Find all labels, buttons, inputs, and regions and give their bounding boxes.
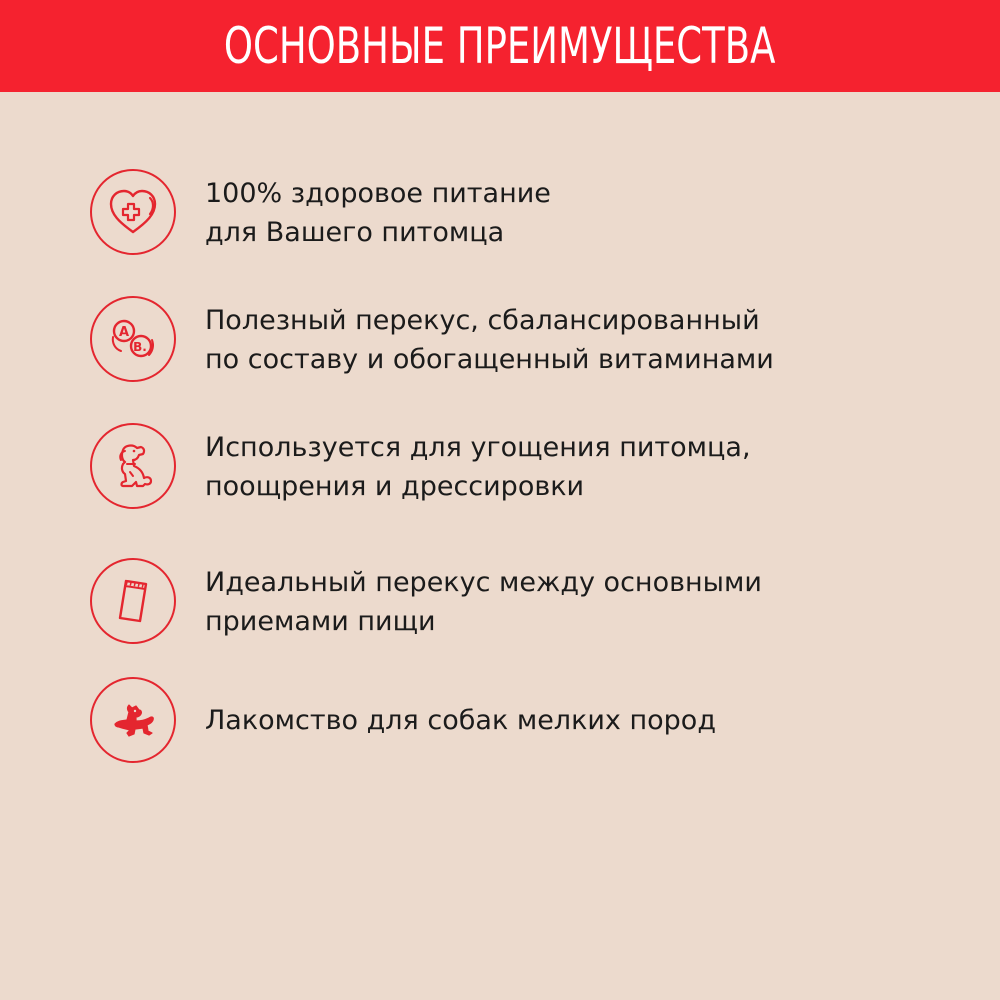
small-dog-icon <box>90 677 176 763</box>
feature-item-health <box>90 169 970 259</box>
feature-text <box>205 428 751 506</box>
feature-item-small-breeds <box>90 677 970 767</box>
feature-text <box>205 701 716 740</box>
feature-line: по составу и обогащенный витаминами <box>205 344 774 375</box>
feature-line: приемами пищи <box>205 606 436 637</box>
feature-line: Идеальный перекус между основными <box>205 567 762 598</box>
dog-sitting-icon <box>90 423 176 509</box>
feature-text <box>205 301 774 379</box>
feature-line: поощрения и дрессировки <box>205 471 585 502</box>
svg-text:B.: B. <box>133 340 147 354</box>
feature-item-snack <box>90 558 970 648</box>
feature-item-vitamins <box>90 296 970 386</box>
page-title: ОСНОВНЫЕ ПРЕИМУЩЕСТВА <box>224 17 776 75</box>
feature-line: 100% здоровое питание <box>205 178 551 209</box>
package-icon <box>90 558 176 644</box>
feature-line: Лакомство для собак мелких пород <box>205 705 716 736</box>
feature-line: для Вашего питомца <box>205 217 505 248</box>
vitamins-icon <box>90 296 176 382</box>
feature-text <box>205 563 762 641</box>
feature-line: Используется для угощения питомца, <box>205 432 751 463</box>
svg-text:A: A <box>118 325 130 340</box>
heart-plus-icon <box>90 169 176 255</box>
feature-text <box>205 174 551 252</box>
feature-line: Полезный перекус, сбалансированный <box>205 305 760 336</box>
feature-item-training <box>90 423 970 513</box>
